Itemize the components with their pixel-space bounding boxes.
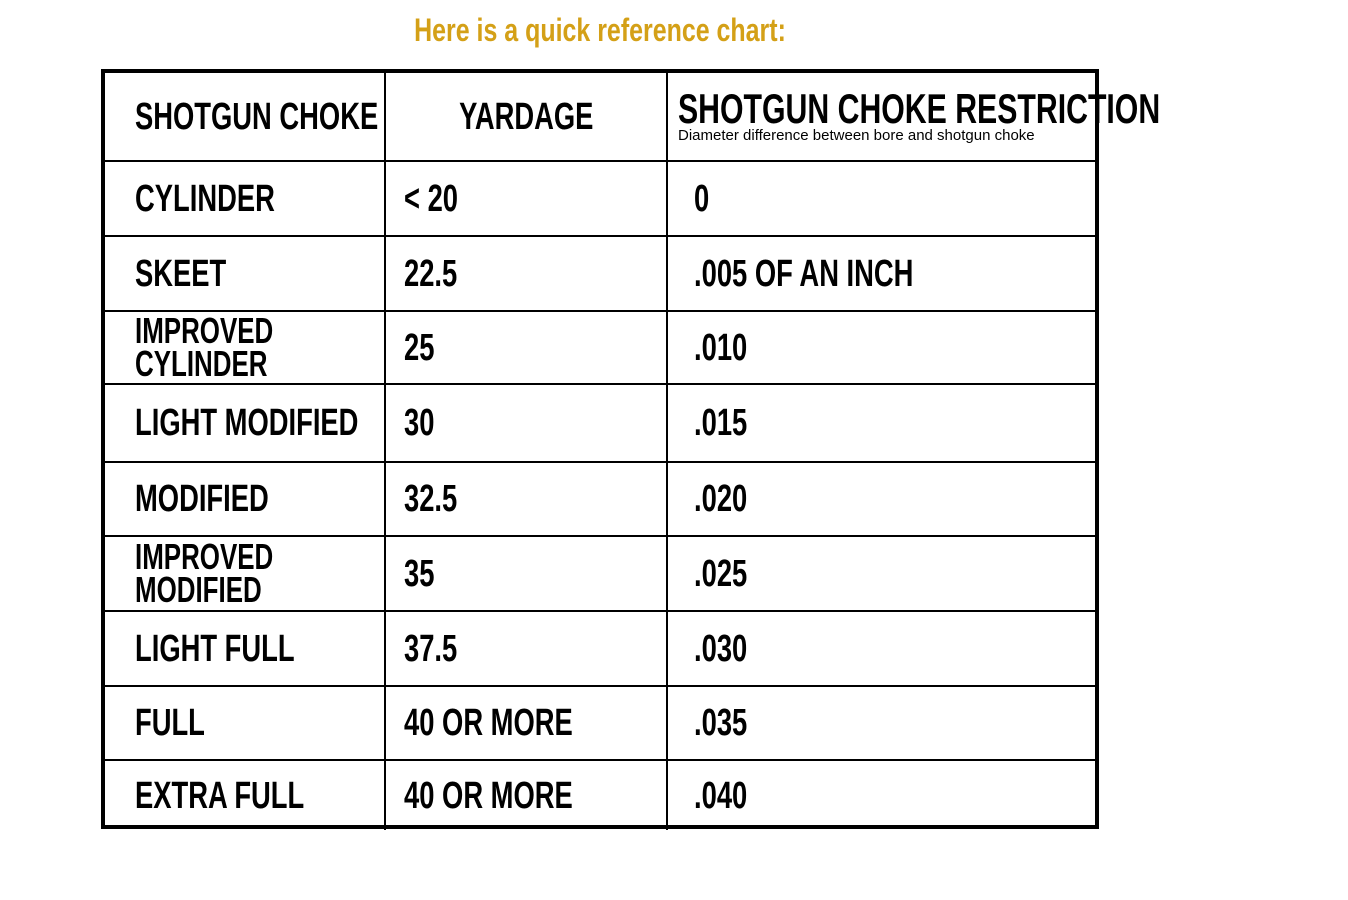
table-row: [105, 236, 1095, 311]
choke-name: SKEET: [135, 252, 227, 295]
choke-name: LIGHT FULL: [135, 627, 295, 670]
restriction-cell: [667, 311, 1095, 384]
yardage-value: 32.5: [404, 478, 458, 520]
table-row: [105, 536, 1095, 611]
yardage-value: 25: [404, 326, 435, 369]
yardage-value: < 20: [404, 177, 459, 220]
choke-cell: [105, 686, 385, 760]
header-restriction: [667, 73, 1161, 161]
choke-cell: [105, 536, 385, 611]
header-yardage-label: YARDAGE: [458, 95, 594, 138]
table-header-row: [105, 73, 1095, 161]
restriction-cell: [667, 161, 1095, 236]
table-row: [105, 760, 1095, 830]
yardage-value: 40 OR MORE: [404, 702, 573, 744]
yardage-cell: [385, 686, 667, 760]
restriction-cell: [667, 236, 1095, 311]
yardage-cell: [385, 384, 667, 462]
restriction-cell: [667, 611, 1095, 686]
yardage-value: 30: [404, 402, 435, 444]
choke-name: IMPROVED CYLINDER: [135, 309, 274, 385]
choke-name: MODIFIED: [135, 478, 269, 520]
restriction-value: .035: [694, 702, 748, 744]
restriction-cell: [667, 686, 1095, 760]
page-heading: Here is a quick reference chart:: [414, 12, 786, 48]
restriction-value: .025: [694, 552, 748, 595]
yardage-cell: [385, 161, 667, 236]
choke-cell: [105, 311, 385, 384]
yardage-value: 37.5: [404, 627, 458, 670]
yardage-cell: [385, 236, 667, 311]
table-row: [105, 462, 1095, 536]
choke-name: EXTRA FULL: [135, 774, 305, 817]
restriction-cell: [667, 760, 1095, 830]
choke-cell: [105, 236, 385, 311]
table-row: [105, 686, 1095, 760]
choke-cell: [105, 161, 385, 236]
choke-cell: [105, 611, 385, 686]
header-restriction-note: Diameter difference between bore and shotgun choke: [678, 127, 1035, 145]
restriction-value: .030: [694, 627, 748, 670]
restriction-cell: [667, 536, 1095, 611]
table-row: [105, 161, 1095, 236]
restriction-value: .005 OF AN INCH: [694, 252, 914, 295]
yardage-cell: [385, 462, 667, 536]
restriction-value: 0: [694, 177, 710, 220]
yardage-cell: [385, 311, 667, 384]
restriction-value: .040: [694, 774, 748, 817]
choke-name: LIGHT MODIFIED: [135, 402, 359, 444]
restriction-value: .015: [694, 402, 748, 444]
restriction-value: .010: [694, 326, 748, 369]
yardage-cell: [385, 760, 667, 830]
choke-name: CYLINDER: [135, 177, 275, 220]
choke-reference-table: [105, 73, 1161, 830]
yardage-value: 35: [404, 552, 435, 595]
restriction-cell: [667, 462, 1095, 536]
restriction-value: .020: [694, 478, 748, 520]
choke-cell: [105, 384, 385, 462]
yardage-value: 40 OR MORE: [404, 774, 573, 817]
header-choke: [105, 73, 385, 161]
choke-cell: [105, 760, 385, 830]
header-restriction-label: SHOTGUN CHOKE RESTRICTION: [678, 85, 1161, 133]
table-row: [105, 611, 1095, 686]
header-choke-label: SHOTGUN CHOKE: [135, 95, 379, 138]
yardage-value: 22.5: [404, 252, 458, 295]
yardage-cell: [385, 536, 667, 611]
choke-name: FULL: [135, 702, 205, 744]
restriction-cell: [667, 384, 1095, 462]
header-yardage: [385, 73, 667, 161]
yardage-cell: [385, 611, 667, 686]
choke-cell: [105, 462, 385, 536]
choke-name: IMPROVED MODIFIED: [135, 535, 274, 611]
reference-table-frame: [101, 69, 1161, 829]
table-row: [105, 311, 1095, 384]
table-row: [105, 384, 1095, 462]
